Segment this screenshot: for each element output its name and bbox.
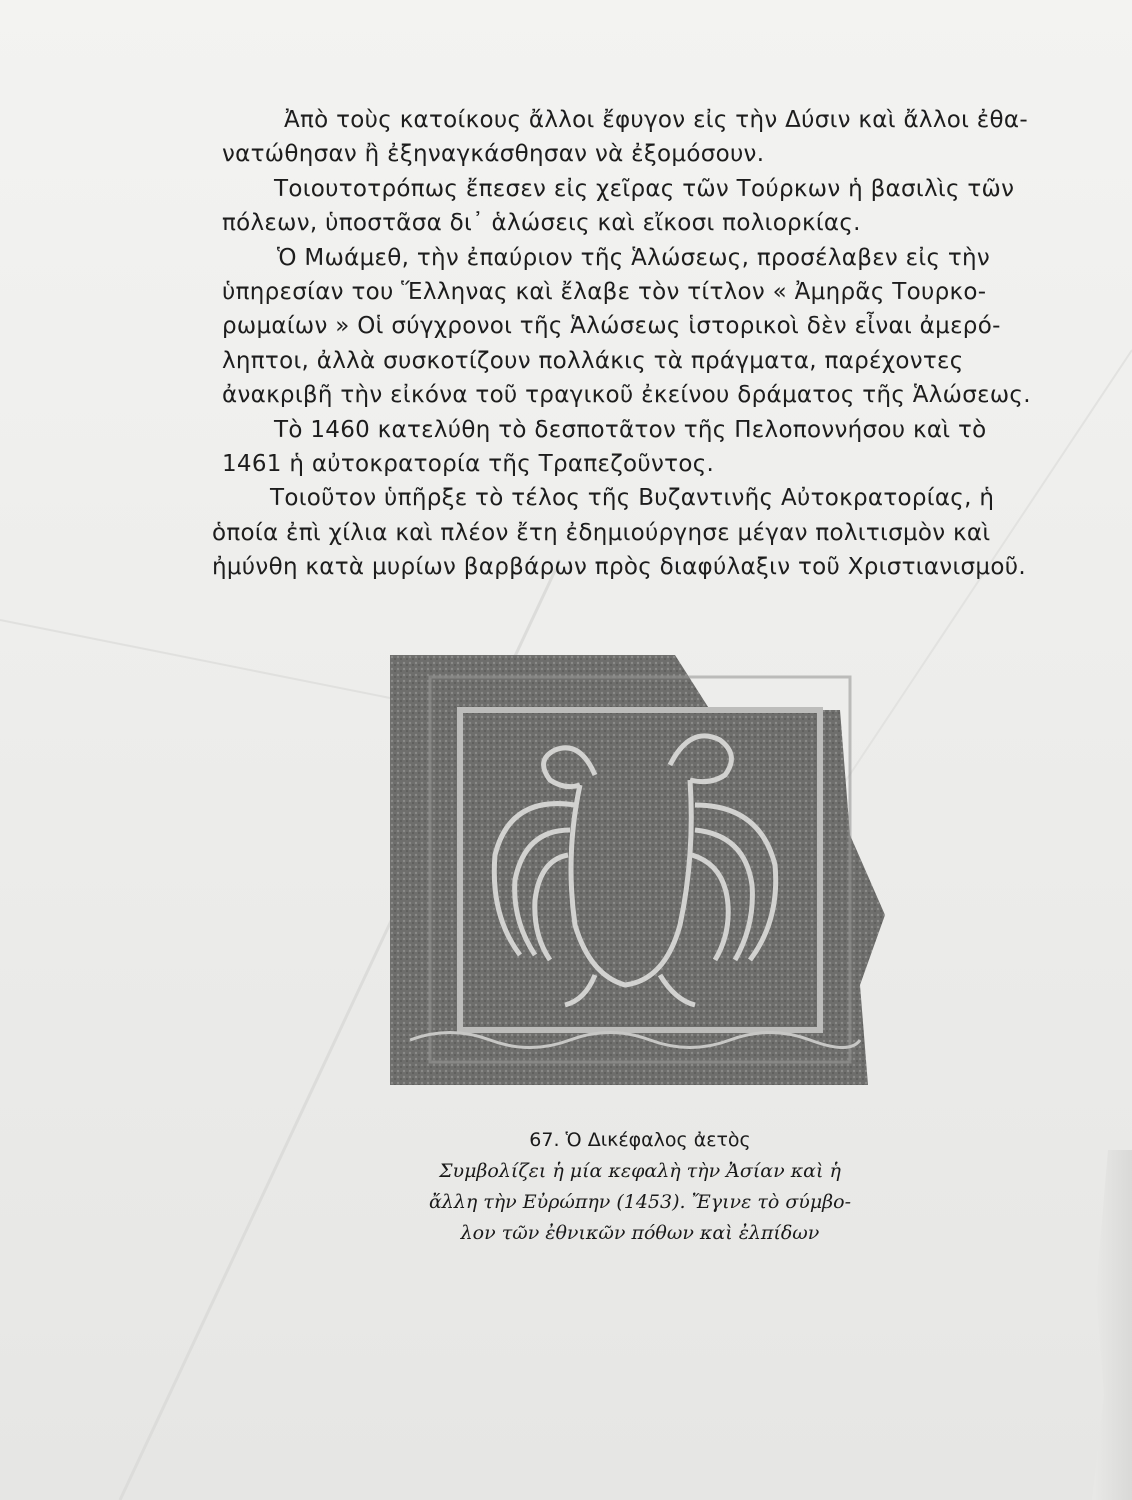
caption-line: λον τῶν ἐθνικῶν πόθων καὶ ἐλπίδων [460,1222,820,1244]
body-text [212,103,1102,585]
text-line: 1461 ἡ αὐτοκρατορία τῆς Τραπεζοῦντος. [222,451,715,478]
text-line: ρωμαίων » Οἱ σύγχρονοι τῆς Ἁλώσεως ἱστορικοὶ δὲν εἶναι ἀμερό- [222,313,1001,340]
double-headed-eagle-relief-image [390,655,890,1085]
text-line: ληπτοι, ἀλλὰ συσκοτίζουν πολλάκις τὰ πράγματα, παρέχοντες [222,347,964,374]
text-line: Ὁ Μωάμεθ, τὴν ἐπαύριον τῆς Ἁλώσεως, προσέλαβεν εἰς τὴν [277,244,991,271]
text-line: Τοιοῦτον ὑπῆρξε τὸ τέλος τῆς Βυζαντινῆς Αὐτοκρατορίας, ἡ [270,485,995,512]
text-line: ἀνακριβῆ τὴν εἰκόνα τοῦ τραγικοῦ ἐκείνου δράματος τῆς Ἁλώσεως. [222,382,1031,409]
text-line: ἠμύνθη κατὰ μυρίων βαρβάρων πρὸς διαφύλαξιν τοῦ Χριστιανισμοῦ. [212,554,1026,581]
figure-title: 67. Ὁ Δικέφαλος ἀετὸς [529,1129,751,1151]
text-line: Ἀπὸ τοὺς κατοίκους ἄλλοι ἔφυγον εἰς τὴν Δύσιν καὶ ἄλλοι ἐθα- [284,107,1028,133]
text-line: πόλεων, ὑποστᾶσα δι᾿ ἁλώσεις καὶ εἴκοσι πολιορκίας. [222,210,861,237]
text-line: ὁποία ἐπὶ χίλια καὶ πλέον ἔτη ἐδημιούργησε μέγαν πολιτισμὸν καὶ [212,519,991,546]
text-line: Τοιουτοτρόπως ἔπεσεν εἰς χεῖρας τῶν Τούρκων ἡ βασιλὶς τῶν [274,175,1015,202]
caption-line: ἄλλη τὴν Εὐρώπην (1453). Ἔγινε τὸ σύμβο- [428,1191,852,1213]
torn-edge [1092,1150,1132,1500]
figure-caption [370,1125,910,1249]
text-line: νατώθησαν ἢ ἐξηναγκάσθησαν νὰ ἐξομόσουν. [222,141,765,168]
text-line: ὑπηρεσίαν του Ἕλληνας καὶ ἔλαβε τὸν τίτλον « Ἀμηρᾶς Τουρκο- [222,279,987,306]
caption-line: Συμβολίζει ἡ μία κεφαλὴ τὴν Ἀσίαν καὶ ἡ [439,1160,841,1182]
text-line: Τὸ 1460 κατελύθη τὸ δεσποτᾶτον τῆς Πελοποννήσου καὶ τὸ [274,416,987,443]
